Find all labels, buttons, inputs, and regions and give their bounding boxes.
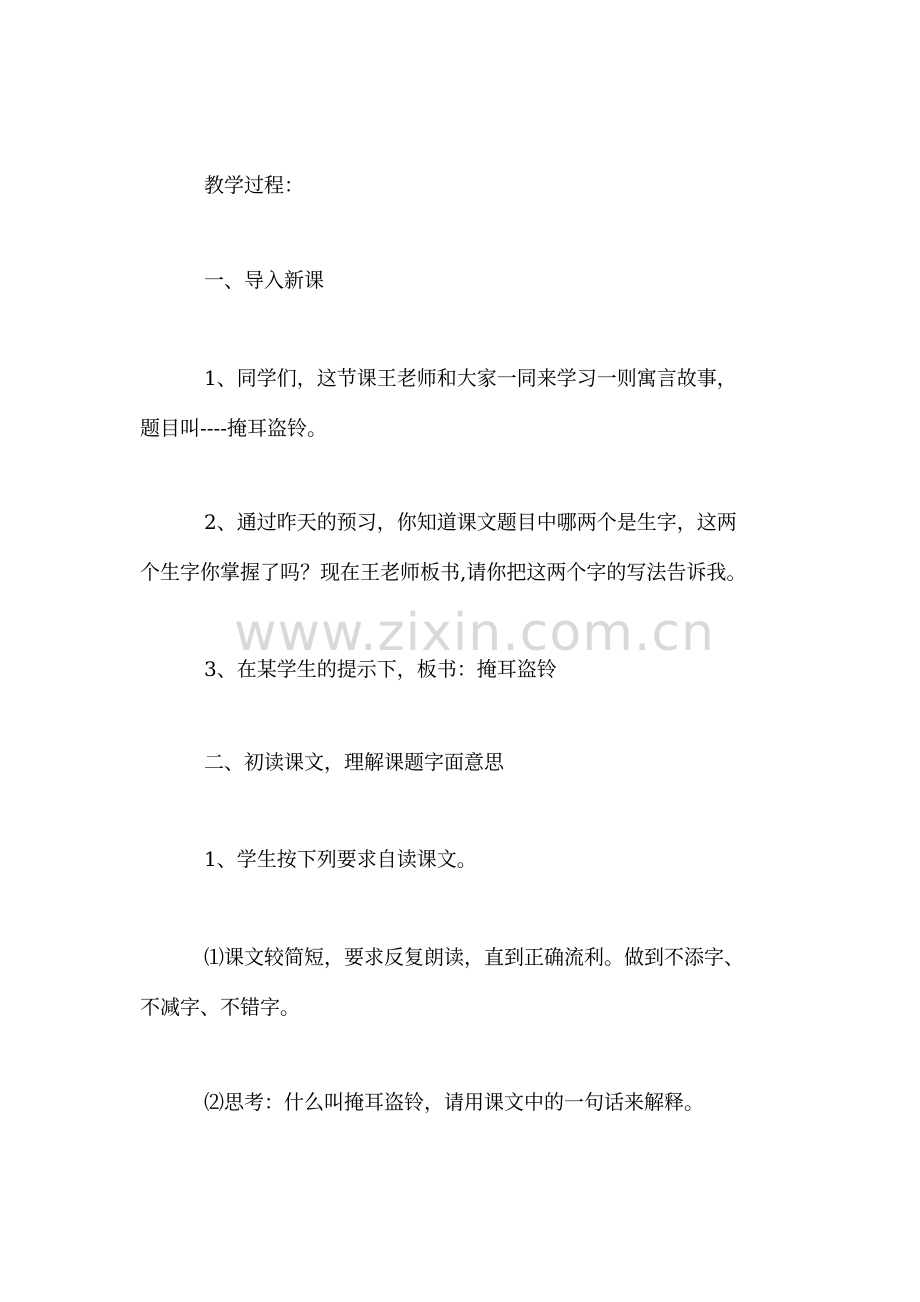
- watermark: www.zixin.com.cn: [234, 603, 715, 663]
- section-heading-intro: [140, 255, 788, 305]
- paragraph-line: ⑴课文较简短，要求反复朗读，直到正确流利。做到不添字、: [204, 945, 744, 969]
- paragraph-line: 教学过程：: [204, 173, 304, 197]
- paragraph-line: 不减字、不错字。: [140, 995, 300, 1019]
- paragraph-line: 题目叫----掩耳盗铃。: [140, 416, 328, 440]
- section-heading-first-reading: [140, 737, 788, 787]
- paragraph-line: ⑵思考：什么叫掩耳盗铃，请用课文中的一句话来解释。: [204, 1090, 704, 1114]
- paragraph-heading-teaching-process: [140, 160, 788, 210]
- paragraph-item-2: [140, 497, 788, 597]
- paragraph-item-reading-1: [140, 834, 788, 884]
- paragraph-item-1: [140, 353, 788, 453]
- paragraph-item-reading-1a: [140, 932, 788, 1032]
- paragraph-item-3: [140, 644, 788, 694]
- paragraph-line: 二、初读课文，理解课题字面意思: [204, 750, 504, 774]
- paragraph-line: 1、同学们，这节课王老师和大家一同来学习一则寓言故事，: [204, 366, 737, 390]
- paragraph-line: 个生字你掌握了吗？现在王老师板书,请你把这两个字的写法告诉我。: [140, 560, 747, 584]
- paragraph-line: 2、通过昨天的预习，你知道课文题目中哪两个是生字，这两: [204, 510, 737, 534]
- paragraph-item-reading-1b: [140, 1077, 788, 1127]
- paragraph-line: 3、在某学生的提示下，板书：掩耳盗铃: [204, 657, 557, 681]
- paragraph-line: 1、学生按下列要求自读课文。: [204, 847, 477, 871]
- paragraph-line: 一、导入新课: [204, 268, 324, 292]
